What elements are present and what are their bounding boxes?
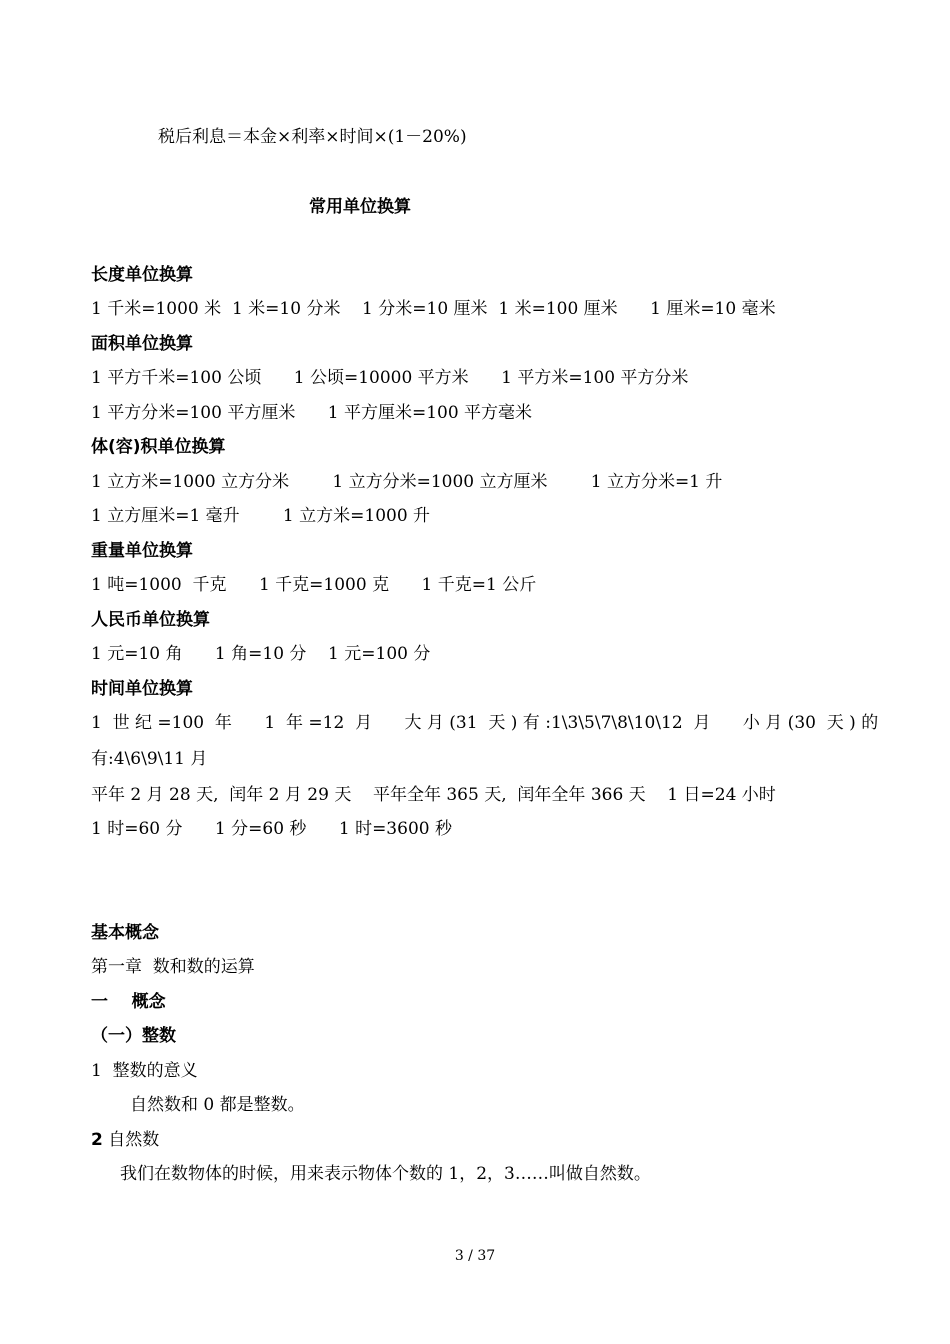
heading-length: 长度单位换算 xyxy=(91,265,193,285)
time-conversions-1: 1 世 纪 =100 年 1 年 =12 月 大 月 (31 天 ) 有 :1\3\5\7\8\10\12 月 小 月 (30 天 ) 的 xyxy=(91,713,879,733)
item-title-text: 自然数 xyxy=(102,1130,160,1150)
chapter-title: 第一章 数和数的运算 xyxy=(91,957,255,977)
area-conversions-1: 1 平方千米=100 公顷 1 公顷=10000 平方米 1 平方米=100 平方分米 xyxy=(91,368,689,388)
heading-area: 面积单位换算 xyxy=(91,334,193,354)
volume-conversions-2: 1 立方厘米=1 毫升 1 立方米=1000 升 xyxy=(91,506,431,526)
volume-conversions-1: 1 立方米=1000 立方分米 1 立方分米=1000 立方厘米 1 立方分米=1 升 xyxy=(91,472,723,492)
heading-weight: 重量单位换算 xyxy=(91,541,193,561)
time-conversions-3: 平年 2 月 28 天, 闰年 2 月 29 天 平年全年 365 天, 闰年全年 366 天 1 日=24 小时 xyxy=(91,785,776,805)
length-conversions: 1 千米=1000 米 1 米=10 分米 1 分米=10 厘米 1 米=100 厘米 1 厘米=10 毫米 xyxy=(91,299,776,319)
heading-volume: 体(容)积单位换算 xyxy=(91,437,226,457)
heading-time: 时间单位换算 xyxy=(91,679,193,699)
item-natural-numbers-text: 我们在数物体的时候，用来表示物体个数的 1，2，3……叫做自然数。 xyxy=(120,1164,651,1184)
item-number: 2 xyxy=(91,1130,103,1150)
tax-interest-formula: 税后利息＝本金×利率×时间×(1－20%) xyxy=(158,127,467,147)
section-title-unit-conversion: 常用单位换算 xyxy=(309,197,411,217)
subsection-integers: （一）整数 xyxy=(91,1026,176,1046)
heading-basic-concepts: 基本概念 xyxy=(91,923,159,943)
item-integer-meaning-title: 1 整数的意义 xyxy=(91,1061,198,1081)
item-integer-meaning-text: 自然数和 0 都是整数。 xyxy=(130,1095,305,1115)
time-conversions-4: 1 时=60 分 1 分=60 秒 1 时=3600 秒 xyxy=(91,819,452,839)
item-natural-numbers-title xyxy=(91,1129,159,1151)
section-concept: 一 概念 xyxy=(91,992,166,1012)
time-conversions-2: 有:4\6\9\11 月 xyxy=(91,749,208,769)
heading-rmb: 人民币单位换算 xyxy=(91,610,210,630)
rmb-conversions: 1 元=10 角 1 角=10 分 1 元=100 分 xyxy=(91,644,431,664)
weight-conversions: 1 吨=1000 千克 1 千克=1000 克 1 千克=1 公斤 xyxy=(91,575,537,595)
page-number: 3 / 37 xyxy=(454,1248,496,1264)
area-conversions-2: 1 平方分米=100 平方厘米 1 平方厘米=100 平方毫米 xyxy=(91,403,533,423)
